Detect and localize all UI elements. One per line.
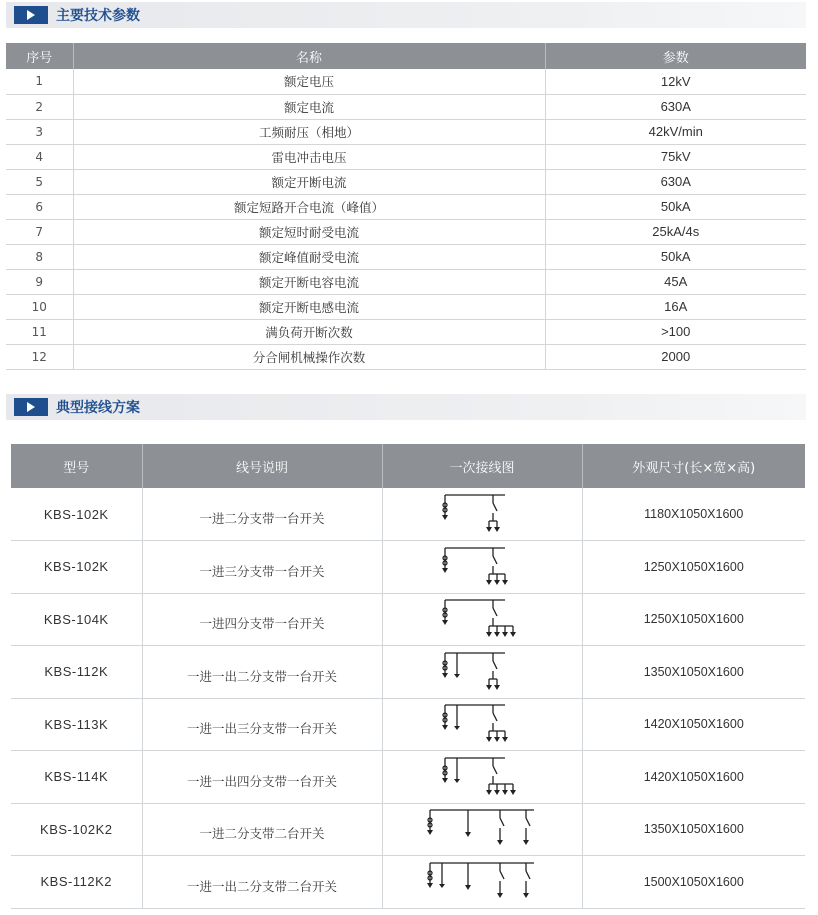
param-name: 满负荷开断次数 — [73, 319, 545, 344]
column-header-value: 参数 — [545, 43, 806, 69]
table-header-row — [11, 444, 805, 488]
table-row — [6, 294, 806, 319]
param-value: 50kA — [545, 244, 806, 269]
param-name: 额定电流 — [73, 94, 545, 119]
param-name: 额定开断电感电流 — [73, 294, 545, 319]
table-row — [6, 69, 806, 94]
row-number: 1 — [6, 69, 73, 94]
param-value: 25kA/4s — [545, 219, 806, 244]
wiring-schemes-table — [11, 444, 805, 909]
param-value: >100 — [545, 319, 806, 344]
table-row — [11, 751, 805, 804]
dimensions: 1350X1050X1600 — [582, 646, 805, 699]
param-value: 630A — [545, 94, 806, 119]
play-arrow-icon — [14, 398, 48, 416]
scheme-description: 一进四分支带一台开关 — [142, 593, 382, 646]
scheme-description: 一进二分支带二台开关 — [142, 803, 382, 856]
row-number: 11 — [6, 319, 73, 344]
table-row — [11, 488, 805, 541]
param-name: 额定电压 — [73, 69, 545, 94]
scheme-description: 一进一出二分支带二台开关 — [142, 856, 382, 909]
table-row — [6, 269, 806, 294]
table-row — [6, 119, 806, 144]
model-number: KBS-102K — [11, 488, 142, 541]
wiring-diagram — [382, 646, 582, 699]
model-number: KBS-113K — [11, 698, 142, 751]
table-row — [6, 344, 806, 369]
model-number: KBS-112K2 — [11, 856, 142, 909]
row-number: 8 — [6, 244, 73, 269]
single-line-diagram-icon — [422, 806, 542, 852]
scheme-description: 一进三分支带一台开关 — [142, 541, 382, 594]
table-row — [6, 244, 806, 269]
wiring-diagram — [382, 698, 582, 751]
model-number: KBS-104K — [11, 593, 142, 646]
param-value: 12kV — [545, 69, 806, 94]
single-line-diagram-icon — [437, 596, 527, 642]
table-header-row — [6, 43, 806, 69]
dimensions: 1350X1050X1600 — [582, 803, 805, 856]
column-header-description: 线号说明 — [142, 444, 382, 488]
param-name: 雷电冲击电压 — [73, 144, 545, 169]
column-header-name: 名称 — [73, 43, 545, 69]
wiring-diagram — [382, 803, 582, 856]
dimensions: 1250X1050X1600 — [582, 541, 805, 594]
model-number: KBS-112K — [11, 646, 142, 699]
param-value: 42kV/min — [545, 119, 806, 144]
param-value: 45A — [545, 269, 806, 294]
wiring-diagram — [382, 751, 582, 804]
param-name: 额定短路开合电流（峰值） — [73, 194, 545, 219]
column-header-model: 型号 — [11, 444, 142, 488]
dimensions: 1250X1050X1600 — [582, 593, 805, 646]
param-value: 16A — [545, 294, 806, 319]
row-number: 10 — [6, 294, 73, 319]
section-title: 主要技术参数 — [56, 8, 140, 24]
row-number: 2 — [6, 94, 73, 119]
row-number: 7 — [6, 219, 73, 244]
wiring-diagram — [382, 488, 582, 541]
table-row — [11, 803, 805, 856]
wiring-diagram — [382, 856, 582, 909]
param-name: 额定开断电容电流 — [73, 269, 545, 294]
section-header-wiring-schemes — [6, 394, 806, 420]
model-number: KBS-102K — [11, 541, 142, 594]
scheme-description: 一进二分支带一台开关 — [142, 488, 382, 541]
param-name: 额定开断电流 — [73, 169, 545, 194]
scheme-description: 一进一出四分支带一台开关 — [142, 751, 382, 804]
table-row — [6, 94, 806, 119]
tech-params-table — [6, 43, 806, 370]
scheme-description: 一进一出二分支带一台开关 — [142, 646, 382, 699]
column-header-diagram: 一次接线图 — [382, 444, 582, 488]
section-header-tech-params — [6, 2, 806, 28]
row-number: 6 — [6, 194, 73, 219]
table-row — [6, 169, 806, 194]
param-value: 2000 — [545, 344, 806, 369]
row-number: 5 — [6, 169, 73, 194]
param-value: 50kA — [545, 194, 806, 219]
dimensions: 1420X1050X1600 — [582, 698, 805, 751]
param-name: 分合闸机械操作次数 — [73, 344, 545, 369]
table-row — [6, 319, 806, 344]
wiring-diagram — [382, 541, 582, 594]
table-row — [11, 698, 805, 751]
row-number: 3 — [6, 119, 73, 144]
table-row — [6, 219, 806, 244]
scheme-description: 一进一出三分支带一台开关 — [142, 698, 382, 751]
table-row — [6, 144, 806, 169]
table-row — [11, 646, 805, 699]
row-number: 12 — [6, 344, 73, 369]
column-header-dimensions: 外观尺寸(长×宽×高) — [582, 444, 805, 488]
single-line-diagram-icon — [422, 859, 542, 905]
param-value: 75kV — [545, 144, 806, 169]
single-line-diagram-icon — [437, 649, 527, 695]
table-row — [11, 541, 805, 594]
table-row — [11, 593, 805, 646]
section-title: 典型接线方案 — [56, 400, 140, 416]
dimensions: 1180X1050X1600 — [582, 488, 805, 541]
param-name: 额定短时耐受电流 — [73, 219, 545, 244]
single-line-diagram-icon — [437, 491, 527, 537]
model-number: KBS-102K2 — [11, 803, 142, 856]
row-number: 9 — [6, 269, 73, 294]
column-header-no: 序号 — [6, 43, 73, 69]
table-row — [6, 194, 806, 219]
table-row — [11, 856, 805, 909]
row-number: 4 — [6, 144, 73, 169]
play-arrow-icon — [14, 6, 48, 24]
model-number: KBS-114K — [11, 751, 142, 804]
single-line-diagram-icon — [437, 754, 527, 800]
param-value: 630A — [545, 169, 806, 194]
single-line-diagram-icon — [437, 701, 527, 747]
dimensions: 1500X1050X1600 — [582, 856, 805, 909]
param-name: 额定峰值耐受电流 — [73, 244, 545, 269]
single-line-diagram-icon — [437, 544, 527, 590]
dimensions: 1420X1050X1600 — [582, 751, 805, 804]
param-name: 工频耐压（相地） — [73, 119, 545, 144]
wiring-diagram — [382, 593, 582, 646]
